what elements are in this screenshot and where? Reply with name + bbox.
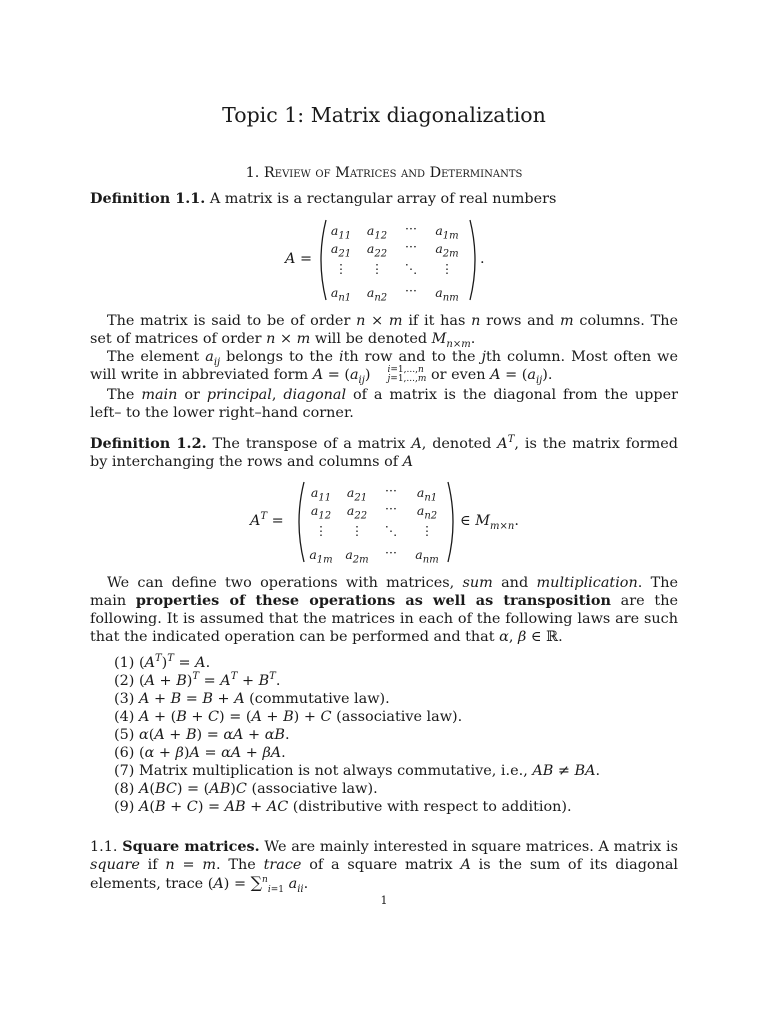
matrix-cell: $a_{2m}$ bbox=[435, 241, 459, 260]
matrix-cell: $a_{n1}$ bbox=[416, 485, 438, 504]
definition-label: Definition 1.2. bbox=[90, 435, 207, 452]
list-item: (1) $(A^T)^T = A$. bbox=[114, 653, 211, 671]
matrix-cell: ⋮ bbox=[314, 523, 328, 538]
matrix-cell: $a_{nm}$ bbox=[415, 547, 439, 566]
matrix-cell: $a_{1m}$ bbox=[435, 223, 459, 242]
matrix-cell: $a_{11}$ bbox=[330, 223, 352, 242]
page bbox=[90, 0, 678, 1024]
section-heading: 1. Review of Matrices and Determinants bbox=[245, 165, 523, 181]
matrix-a-suffix: . bbox=[480, 251, 485, 267]
matrix-cell: $a_{22}$ bbox=[346, 503, 368, 522]
list-item: (4) A + (B + C) = (A + B) + C (associative law). bbox=[114, 709, 463, 725]
matrix-a-equation bbox=[90, 218, 678, 302]
definition-label: Definition 1.1. bbox=[90, 190, 206, 207]
matrix-cell: $a_{n1}$ bbox=[330, 285, 352, 304]
matrix-cell: ··· bbox=[405, 239, 417, 254]
list-item: (9) A(B + C) = AB + AC (distributive with respect to addition). bbox=[114, 799, 572, 815]
matrix-a bbox=[326, 218, 476, 302]
matrix-cell: $a_{2m}$ bbox=[345, 547, 369, 566]
matrix-cell: $a_{12}$ bbox=[366, 223, 388, 242]
list-item: (5) α(A + B) = αA + αB. bbox=[114, 727, 290, 743]
matrix-at-lhs: $A^T$ = bbox=[250, 511, 284, 529]
matrix-cell: ··· bbox=[405, 221, 417, 236]
matrix-cell: ··· bbox=[405, 283, 417, 298]
page-number: 1 bbox=[380, 894, 388, 907]
subsection-heading: Square matrices. bbox=[122, 838, 260, 855]
matrix-cell: $a_{21}$ bbox=[330, 241, 352, 260]
matrix-cell: $a_{12}$ bbox=[310, 503, 332, 522]
matrix-cell: $a_{21}$ bbox=[346, 485, 368, 504]
paragraph-diagonal: The main or principal, diagonal of a matrix is the diagonal from the upper left– to the lower right–hand corner. bbox=[90, 387, 678, 421]
matrix-at-equation bbox=[90, 480, 678, 564]
matrix-cell: ⋮ bbox=[370, 261, 384, 276]
matrix-at-suffix: ∈ $M_{m\times n}$. bbox=[460, 513, 519, 532]
right-paren-icon bbox=[446, 480, 460, 564]
matrix-cell: $a_{n2}$ bbox=[366, 285, 388, 304]
subsection-square-matrices: 1.1. Square matrices. We are mainly interested in square matrices. A matrix is square if n = m. The trace of a square matrix A is the sum of its diagonal elements, trace (A) = ∑$^n_{i=1}$ $a_{ii}$. bbox=[90, 838, 679, 895]
matrix-cell: $a_{n2}$ bbox=[416, 503, 438, 522]
matrix-cell: ··· bbox=[385, 483, 397, 498]
list-item: (7) Matrix multiplication is not always commutative, i.e., AB ≠ BA. bbox=[114, 763, 601, 779]
definition-text: A matrix is a rectangular array of real numbers bbox=[209, 191, 557, 207]
page-title: Topic 1: Matrix diagonalization bbox=[222, 103, 546, 127]
matrix-cell: $a_{1m}$ bbox=[309, 547, 333, 566]
matrix-cell: ⋮ bbox=[334, 261, 348, 276]
definition-1-2: Definition 1.2. The transpose of a matrix A, denoted $A^T$, is the matrix formed by interchanging the rows and columns of A bbox=[90, 434, 678, 470]
matrix-at bbox=[304, 480, 454, 564]
definition-1-1 bbox=[90, 190, 678, 208]
matrix-a-lhs: A = bbox=[285, 251, 313, 267]
paragraph-element: The element $a_{ij}$ belongs to the ith row and to the jth column. Most often we will write in abbreviated form $A = (a_{ij})$ i=1,...,n j=1,...,m or even $A = (a_{ij})$. bbox=[90, 349, 679, 386]
matrix-cell: ⋮ bbox=[350, 523, 364, 538]
paragraph-order: The matrix is said to be of order n × m if it has n rows and m columns. The set of matrices of order n × m will be denoted $M_{n\times m}$. bbox=[90, 313, 678, 350]
list-item: (8) A(BC) = (AB)C (associative law). bbox=[114, 781, 378, 797]
properties-list bbox=[90, 654, 678, 816]
matrix-cell: $a_{nm}$ bbox=[435, 285, 459, 304]
list-item: (6) (α + β)A = αA + βA. bbox=[114, 745, 286, 761]
matrix-cell: $a_{11}$ bbox=[310, 485, 332, 504]
matrix-cell: ⋱ bbox=[384, 523, 398, 538]
matrix-cell: ··· bbox=[385, 501, 397, 516]
matrix-cell: ⋮ bbox=[440, 261, 454, 276]
list-item: (3) A + B = B + A (commutative law). bbox=[114, 691, 390, 707]
list-item: (2) $(A + B)^T = A^T + B^T$. bbox=[114, 671, 281, 689]
paragraph-operations: We can define two operations with matrices, sum and multiplication. The main properties of these operations as well as transposition are the following. It is assumed that the matrices in each of the following laws are such that the indicated operation can be performed and that α, β ∈ ℝ. bbox=[90, 575, 678, 645]
matrix-cell: ··· bbox=[385, 545, 397, 560]
matrix-cell: $a_{22}$ bbox=[366, 241, 388, 260]
matrix-cell: ⋱ bbox=[404, 261, 418, 276]
matrix-cell: ⋮ bbox=[420, 523, 434, 538]
subsection-number: 1.1. bbox=[90, 839, 118, 855]
